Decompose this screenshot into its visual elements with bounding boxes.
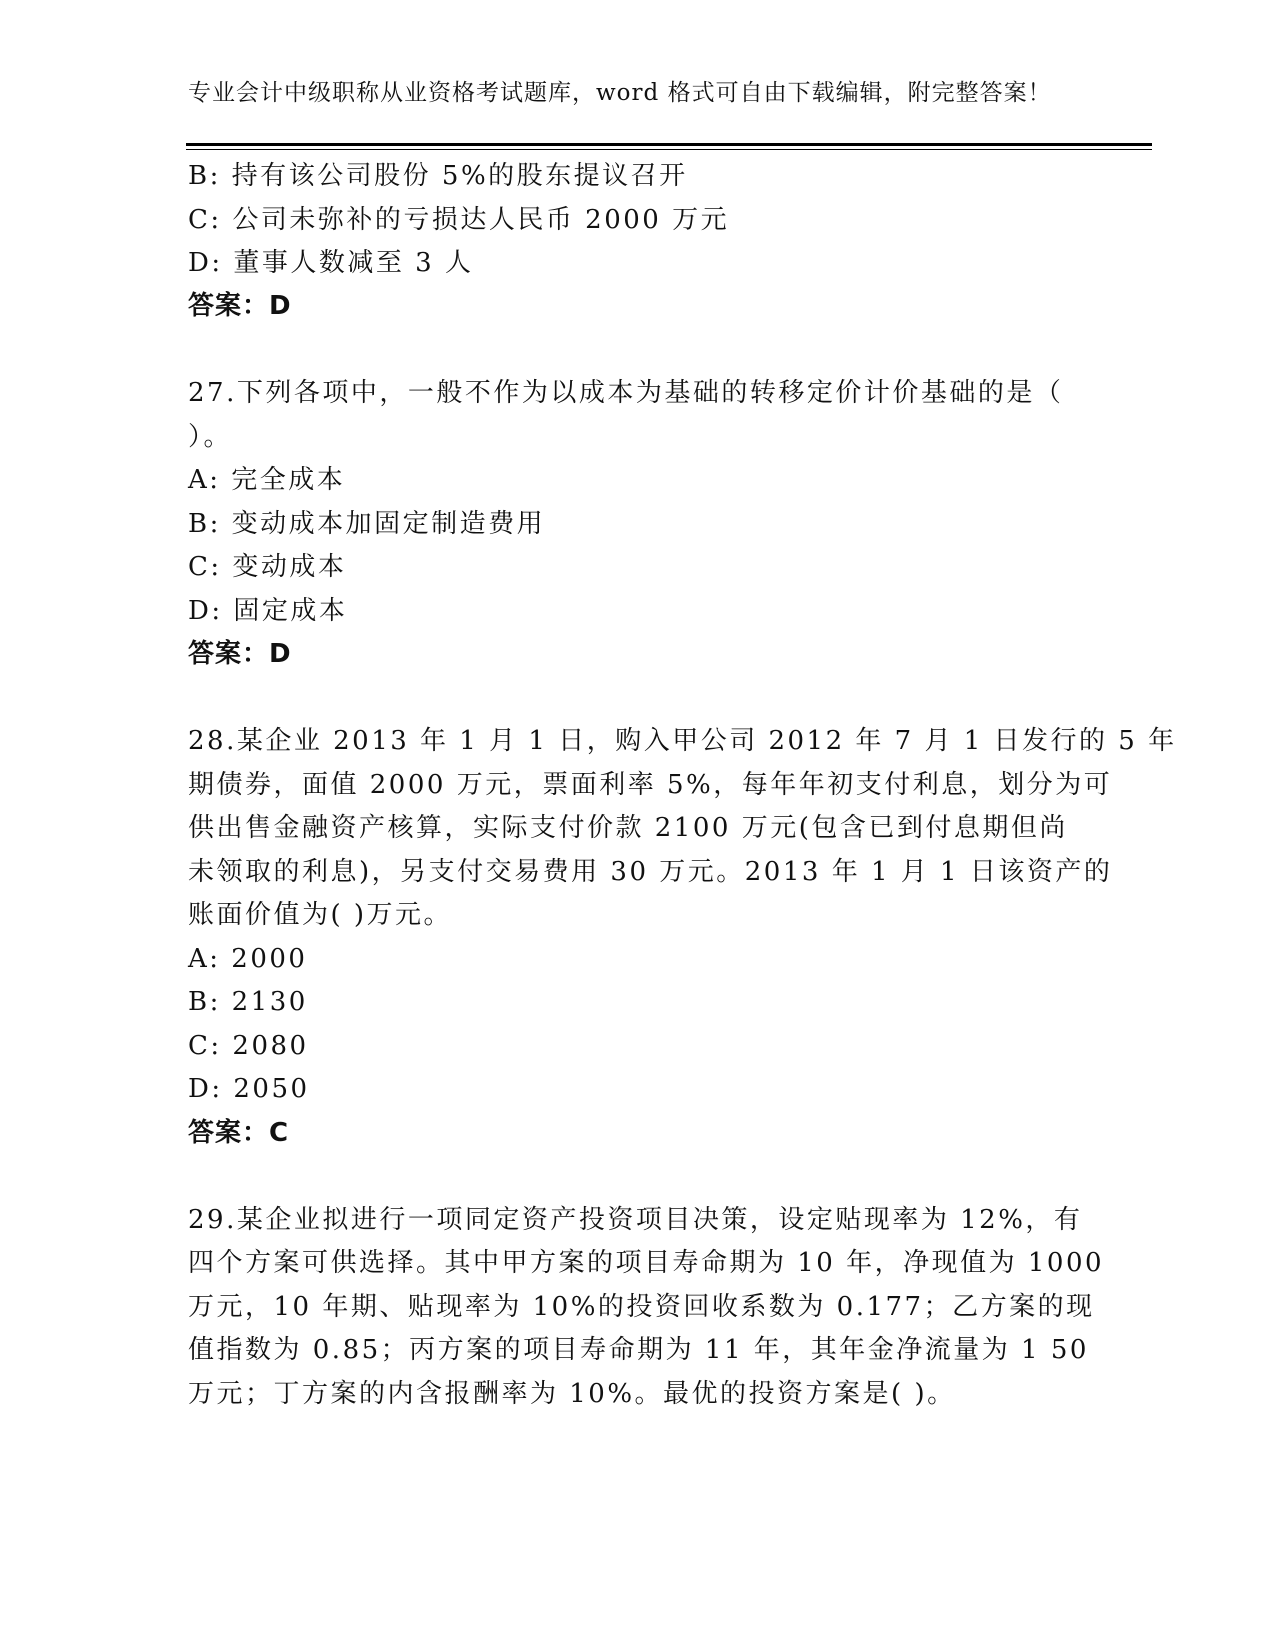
question-29-line-5: 万元；丁方案的内含报酬率为 10%。最优的投资方案是( )。 [188, 1379, 956, 1409]
question-29-line-3: 万元，10 年期、贴现率为 10%的投资回收系数为 0.177；乙方案的现 [188, 1292, 1095, 1322]
page-header: 专业会计中级职称从业资格考试题库，word 格式可自由下载编辑，附完整答案！ [188, 80, 1052, 106]
q27-answer: 答案：D [188, 639, 292, 669]
question-28-line-4: 未领取的利息)，另支付交易费用 30 万元。2013 年 1 月 1 日该资产的 [188, 857, 1113, 887]
question-28-line-5: 账面价值为( )万元。 [188, 900, 453, 930]
q28-option-a: A: 2000 [188, 944, 308, 974]
q27-option-c: C: 变动成本 [188, 552, 347, 582]
q27-option-b: B: 变动成本加固定制造费用 [188, 509, 546, 539]
q28-answer: 答案：C [188, 1118, 290, 1148]
question-27-line-2: ）。 [188, 422, 233, 452]
q28-option-d: D: 2050 [188, 1074, 310, 1104]
question-29-line-2: 四个方案可供选择。其中甲方案的项目寿命期为 10 年，净现值为 1000 [188, 1248, 1105, 1278]
question-28-line-3: 供出售金融资产核算，实际支付价款 2100 万元(包含已到付息期但尚 [188, 813, 1068, 843]
option-d: D: 董事人数减至 3 人 [188, 248, 474, 278]
question-29-line-4: 值指数为 0.85；丙方案的项目寿命期为 11 年，其年金净流量为 1 50 [188, 1335, 1089, 1365]
q27-option-a: A: 完全成本 [188, 465, 346, 495]
answer-line: 答案：D [188, 291, 292, 321]
q27-option-d: D: 固定成本 [188, 596, 348, 626]
q28-option-b: B: 2130 [188, 987, 308, 1017]
option-c: C: 公司未弥补的亏损达人民币 2000 万元 [188, 205, 730, 235]
header-rule-thin [186, 149, 1152, 150]
question-27-line-1: 27.下列各项中，一般不作为以成本为基础的转移定价计价基础的是（ [188, 378, 1064, 408]
question-29-line-1: 29.某企业拟进行一项同定资产投资项目决策，设定贴现率为 12%，有 [188, 1205, 1083, 1235]
question-28-line-1: 28.某企业 2013 年 1 月 1 日，购入甲公司 2012 年 7 月 1 日发行的 5 年 [188, 726, 1177, 756]
option-b: B: 持有该公司股份 5%的股东提议召开 [188, 161, 688, 191]
q28-option-c: C: 2080 [188, 1031, 309, 1061]
header-rule-thick [186, 143, 1152, 146]
question-28-line-2: 期债券，面值 2000 万元，票面利率 5%，每年年初支付利息，划分为可 [188, 770, 1113, 800]
